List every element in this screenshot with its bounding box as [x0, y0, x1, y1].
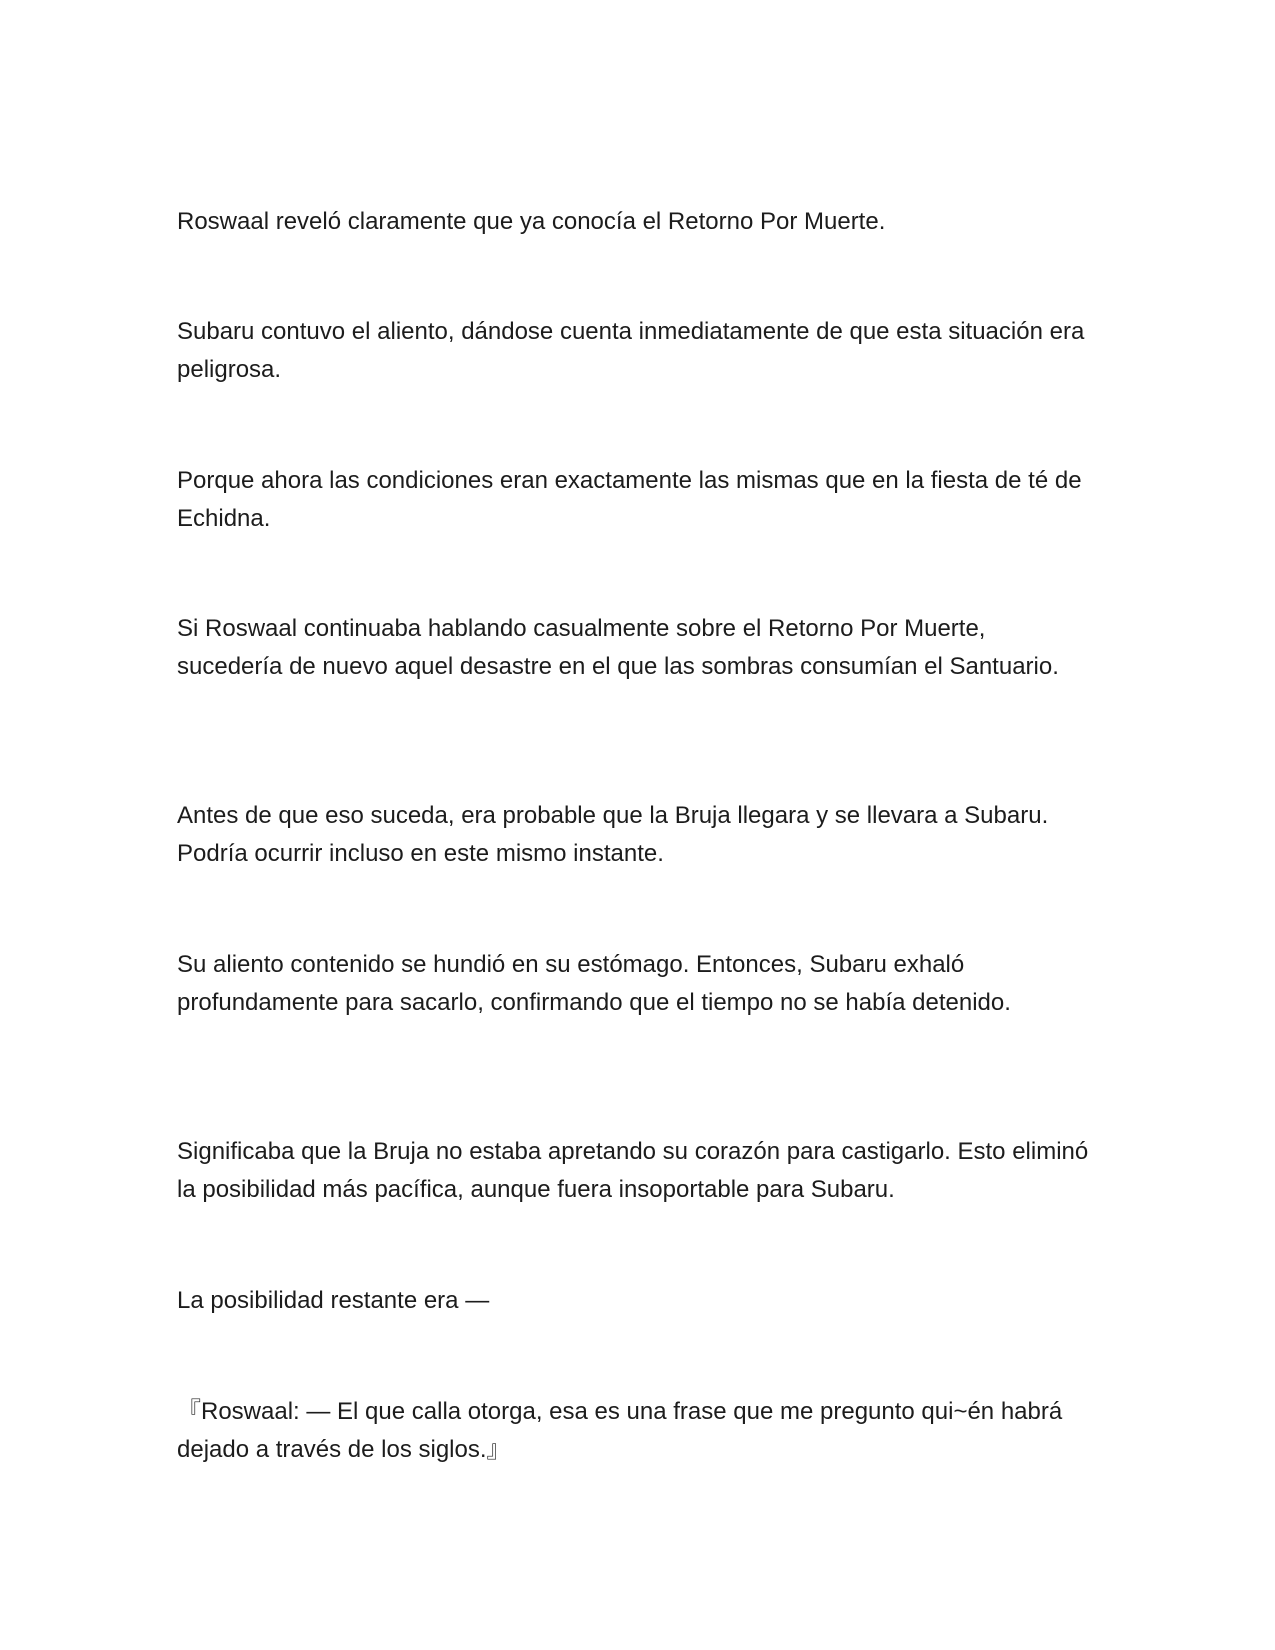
paragraph-5: Antes de que eso suceda, era probable que la Bruja llegara y se llevara a Subaru. Podría ocurrir incluso en este mismo instante.: [177, 802, 1049, 867]
paragraph-4: Si Roswaal continuaba hablando casualmente sobre el Retorno Por Muerte, sucedería de nuevo aquel desastre en el que las sombras consumían el Santuario.: [177, 615, 1059, 680]
paragraph-7: Significaba que la Bruja no estaba apretando su corazón para castigarlo. Esto eliminó la posibilidad más pacífica, aunque fuera insoportable para Subaru.: [177, 1138, 1089, 1203]
paragraph-3: Porque ahora las condiciones eran exactamente las mismas que en la fiesta de té de Echidna.: [177, 467, 1082, 532]
paragraph-8: La posibilidad restante era —: [177, 1287, 490, 1314]
dialogue-quote: 『Roswaal: — El que calla otorga, esa es una frase que me pregunto qui~én habrá dejado a través de los siglos.』: [177, 1398, 1063, 1463]
paragraph-2: Subaru contuvo el aliento, dándose cuenta inmediatamente de que esta situación era peligrosa.: [177, 318, 1085, 383]
paragraph-1: Roswaal reveló claramente que ya conocía el Retorno Por Muerte.: [177, 208, 886, 235]
paragraph-6: Su aliento contenido se hundió en su estómago. Entonces, Subaru exhaló profundamente para sacarlo, confirmando que el tiempo no se había detenido.: [177, 951, 1011, 1016]
